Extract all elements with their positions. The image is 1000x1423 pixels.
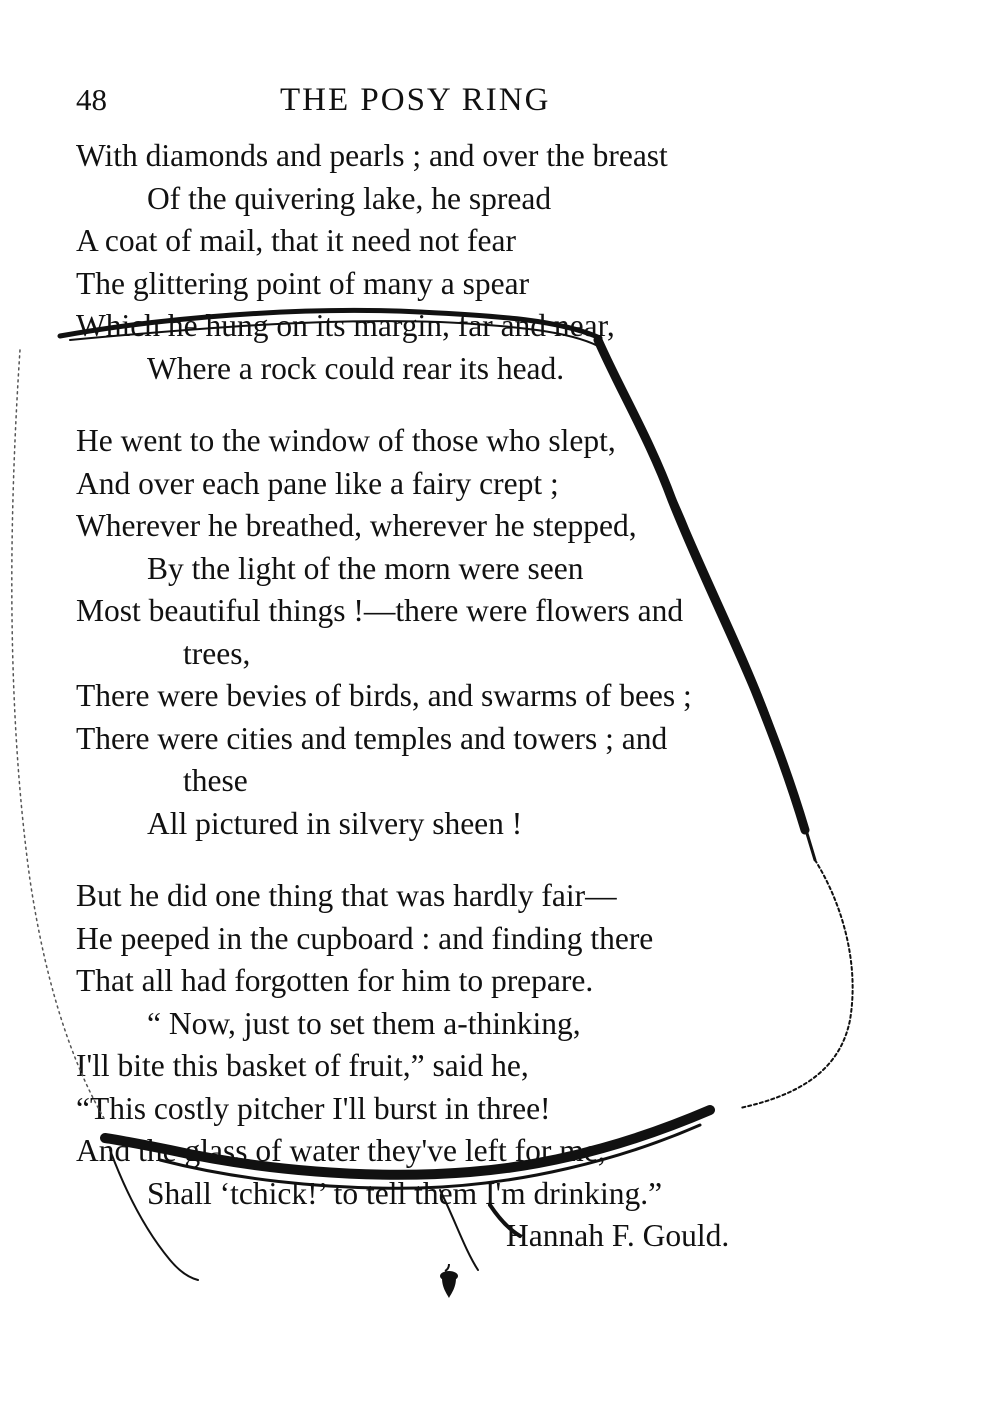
poem-line: Of the quivering lake, he spread bbox=[147, 180, 552, 216]
poem-line: And the glass of water they've left for me, bbox=[76, 1133, 606, 1168]
poem-line: “ Now, just to set them a-thinking, bbox=[147, 1005, 581, 1041]
poem-line: Wherever he breathed, wherever he stepped, bbox=[76, 508, 637, 543]
poem-line: Where a rock could rear its head. bbox=[147, 350, 565, 386]
stanza-gap bbox=[76, 845, 936, 875]
poem-line: A coat of mail, that it need not fear bbox=[76, 223, 516, 258]
poem-line: With diamonds and pearls ; and over the breast bbox=[76, 138, 668, 173]
poem-line: Which he hung on its margin, far and near, bbox=[76, 308, 615, 343]
poem-line: trees, bbox=[183, 635, 251, 671]
poem-line: The glittering point of many a spear bbox=[76, 265, 530, 301]
poem-line: There were bevies of birds, and swarms of bees ; bbox=[76, 678, 692, 713]
poem-line: But he did one thing that was hardly fair— bbox=[76, 878, 617, 913]
poem-line: these bbox=[183, 763, 248, 798]
poem-line: I'll bite this basket of fruit,” said he, bbox=[76, 1048, 529, 1083]
page-header bbox=[0, 78, 1000, 122]
poem-line: Most beautiful things !—there were flowers and bbox=[76, 593, 684, 628]
stanza-gap bbox=[76, 390, 936, 420]
poem-line: There were cities and temples and towers ; and bbox=[76, 720, 668, 756]
poem-line: He peeped in the cupboard : and finding there bbox=[76, 920, 654, 956]
running-head: THE POSY RING bbox=[280, 82, 551, 118]
stanza bbox=[76, 135, 936, 390]
poem-line: And over each pane like a fairy crept ; bbox=[76, 465, 559, 501]
poem-line: He went to the window of those who slept, bbox=[76, 423, 616, 458]
poem-line: Shall ‘tchick!’ to tell them I'm drinking.” bbox=[147, 1175, 663, 1211]
poem-line: “This costly pitcher I'll burst in three! bbox=[76, 1090, 551, 1126]
page-number: 48 bbox=[76, 82, 107, 117]
poem-line: All pictured in silvery sheen ! bbox=[147, 805, 523, 841]
poem-attribution: Hannah F. Gould. bbox=[506, 1218, 730, 1253]
stanza bbox=[76, 875, 936, 1215]
acorn-ornament-icon bbox=[437, 1262, 461, 1302]
poem-body bbox=[76, 135, 936, 1258]
stanza bbox=[76, 420, 936, 845]
poem-line: By the light of the morn were seen bbox=[147, 550, 584, 586]
poem-line: That all had forgotten for him to prepare. bbox=[76, 963, 594, 998]
